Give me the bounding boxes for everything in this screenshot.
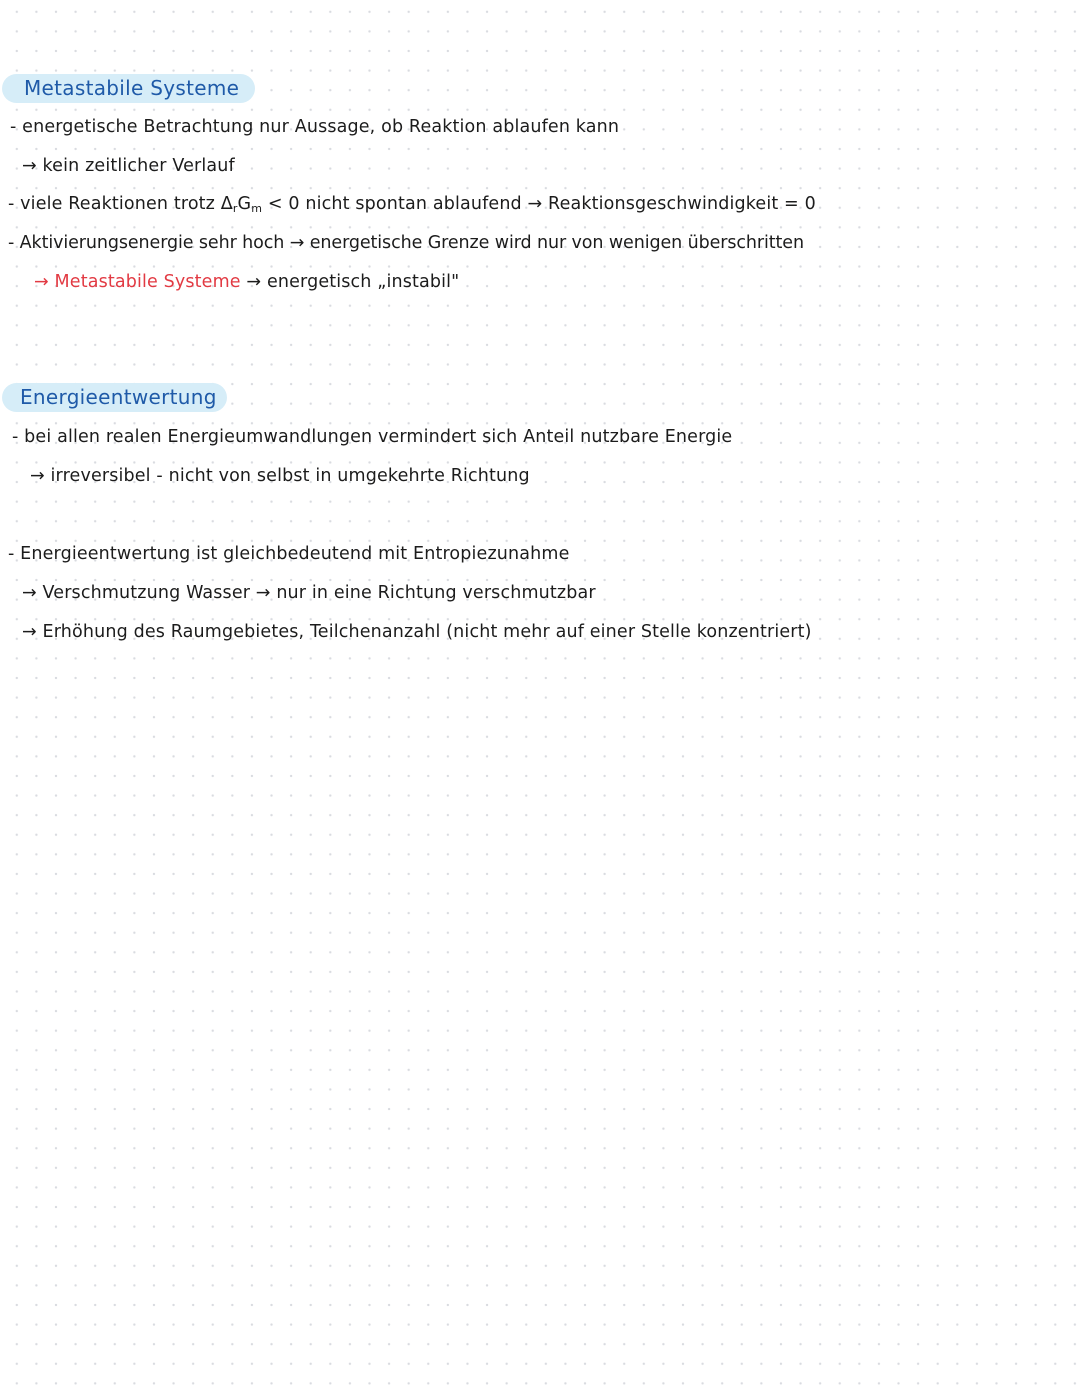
note-line: - Aktivierungsenergie sehr hoch → energetische Grenze wird nur von wenigen überschritten bbox=[8, 233, 804, 253]
note-line: - bei allen realen Energieumwandlungen vermindert sich Anteil nutzbare Energie bbox=[12, 427, 733, 447]
gibbs-symbol: G bbox=[237, 194, 252, 214]
note-line: → Erhöhung des Raumgebietes, Teilchenanzahl (nicht mehr auf einer Stelle konzentriert) bbox=[22, 622, 812, 642]
note-line: - Energieentwertung ist gleichbedeutend mit Entropiezunahme bbox=[8, 544, 570, 564]
note-line: → irreversibel - nicht von selbst in umgekehrte Richtung bbox=[30, 466, 530, 486]
note-line: → Verschmutzung Wasser → nur in eine Richtung verschmutzbar bbox=[22, 583, 596, 603]
note-line-conclusion bbox=[34, 270, 459, 294]
note-text: → energetisch „instabil" bbox=[240, 272, 460, 292]
highlight-metastabile-systeme: → Metastabile Systeme bbox=[34, 272, 241, 292]
subscript-r: r bbox=[232, 202, 238, 215]
subscript-m: m bbox=[251, 202, 263, 215]
note-text: - viele Reaktionen trotz bbox=[8, 194, 221, 214]
heading-metastabile-systeme: Metastabile Systeme bbox=[2, 74, 255, 103]
note-text: < 0 nicht spontan ablaufend → Reaktionsgeschwindigkeit = 0 bbox=[262, 194, 816, 214]
note-line: - energetische Betrachtung nur Aussage, ob Reaktion ablaufen kann bbox=[10, 117, 620, 137]
delta-symbol: Δ bbox=[220, 194, 233, 214]
note-line-reaction-rate bbox=[8, 192, 816, 221]
note-line: → kein zeitlicher Verlauf bbox=[22, 156, 235, 176]
heading-energieentwertung: Energieentwertung bbox=[2, 383, 227, 412]
